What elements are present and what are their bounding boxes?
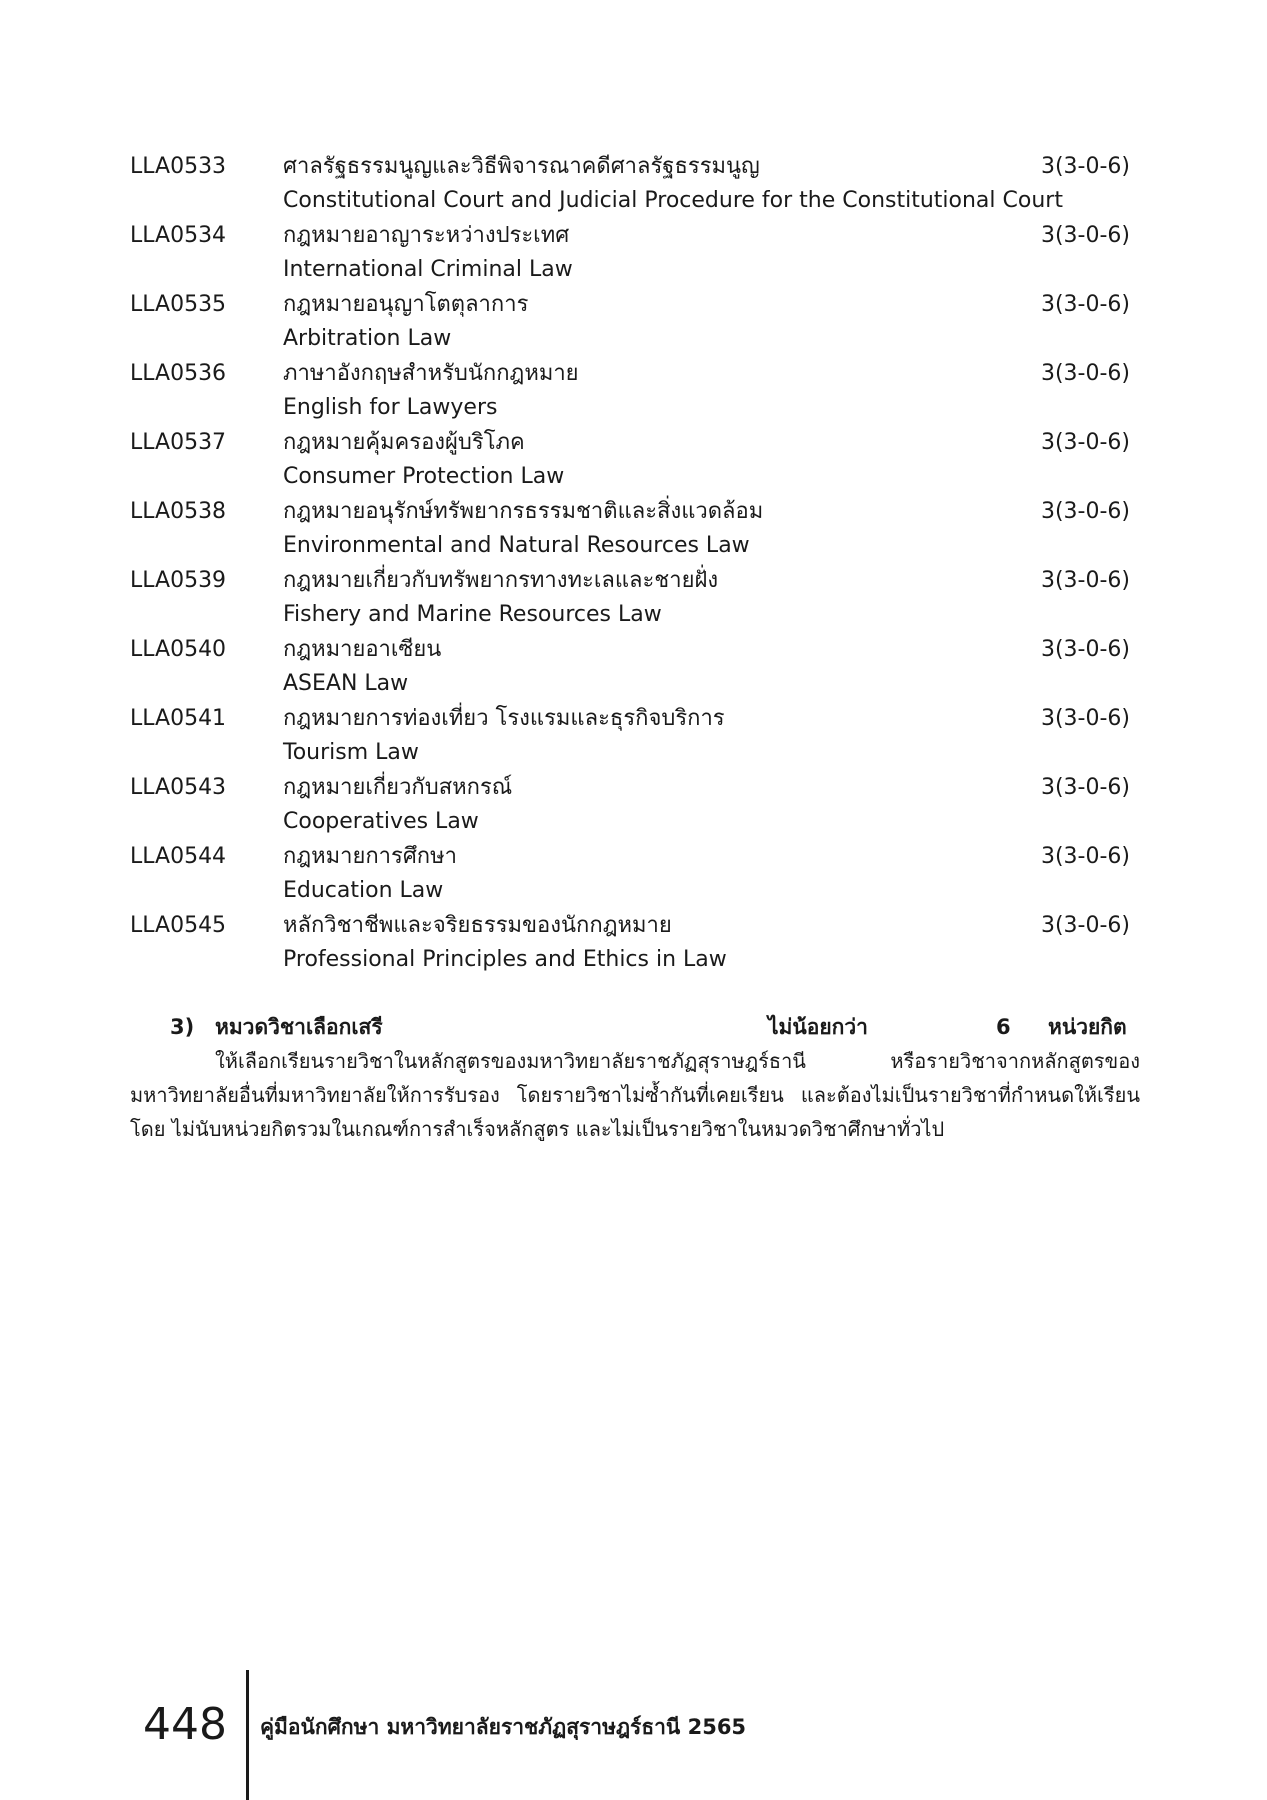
course-credit: 3(3-0-6): [1040, 775, 1130, 800]
course-title-en: English for Lawyers: [283, 395, 498, 420]
course-credit: 3(3-0-6): [1040, 844, 1130, 869]
course-code: LLA0537: [130, 430, 227, 455]
course-credit: 3(3-0-6): [1040, 499, 1130, 524]
course-title-th: กฎหมายการท่องเที่ยว โรงแรมและธุรกิจบริการ: [283, 706, 725, 731]
course-credit: 3(3-0-6): [1040, 913, 1130, 938]
course-title-th: กฎหมายอาเซียน: [283, 637, 442, 662]
course-title-th: กฎหมายการศึกษา: [283, 844, 457, 869]
page-number: 448: [143, 1699, 227, 1750]
course-credit: 3(3-0-6): [1040, 223, 1130, 248]
section-number: 3): [170, 1015, 195, 1039]
course-item: [130, 771, 1130, 840]
course-code: LLA0543: [130, 775, 227, 800]
course-item: [130, 426, 1130, 495]
course-list: [130, 150, 1130, 978]
course-credit: 3(3-0-6): [1040, 361, 1130, 386]
course-item: [130, 909, 1130, 978]
min-credit-value: 6: [996, 1015, 1011, 1039]
course-title-th: หลักวิชาชีพและจริยธรรมของนักกฎหมาย: [283, 913, 672, 938]
footer-title: คู่มือนักศึกษา มหาวิทยาลัยราชภัฏสุราษฎร์ธานี 2565: [260, 1715, 747, 1739]
free-elective-description: ให้เลือกเรียนรายวิชาในหลักสูตรของมหาวิทยาลัยราชภัฏสุราษฎร์ธานี หรือรายวิชาจากหลักสูตรของมหาวิทยาลัยอื่นที่มหาวิทยาลัยให้การรับรอง โดยรายวิชาไม่ซ้ำกันที่เคยเรียน และต้องไม่เป็นรายวิชาที่กำหนดให้เรียนโดย ไม่นับหน่วยกิตรวมในเกณฑ์การสำเร็จหลักสูตร และไม่เป็นรายวิชาในหมวดวิชาศึกษาทั่วไป: [130, 1049, 1140, 1141]
course-code: LLA0541: [130, 706, 227, 731]
course-item: [130, 150, 1130, 219]
course-item: [130, 288, 1130, 357]
course-code: LLA0533: [130, 154, 227, 179]
course-title-en: International Criminal Law: [283, 257, 573, 282]
course-title-th: กฎหมายอนุรักษ์ทรัพยากรธรรมชาติและสิ่งแวดล้อม: [283, 499, 764, 524]
course-code: LLA0535: [130, 292, 227, 317]
course-code: LLA0536: [130, 361, 227, 386]
course-item: [130, 840, 1130, 909]
course-title-en: Consumer Protection Law: [283, 464, 565, 489]
course-code: LLA0534: [130, 223, 227, 248]
course-credit: 3(3-0-6): [1040, 154, 1130, 179]
course-title-en: Fishery and Marine Resources Law: [283, 602, 662, 627]
course-item: [130, 495, 1130, 564]
course-title-en: Constitutional Court and Judicial Procedure for the Constitutional Court: [283, 188, 1063, 213]
footer-divider: [246, 1670, 249, 1800]
free-elective-header: [0, 1010, 1267, 1044]
course-title-en: Environmental and Natural Resources Law: [283, 533, 750, 558]
course-item: [130, 633, 1130, 702]
course-code: LLA0538: [130, 499, 227, 524]
course-title-th: กฎหมายคุ้มครองผู้บริโภค: [283, 430, 525, 455]
course-code: LLA0540: [130, 637, 227, 662]
course-credit: 3(3-0-6): [1040, 292, 1130, 317]
course-item: [130, 219, 1130, 288]
course-code: LLA0544: [130, 844, 227, 869]
course-credit: 3(3-0-6): [1040, 637, 1130, 662]
course-title-th: กฎหมายเกี่ยวกับทรัพยากรทางทะเลและชายฝั่ง: [283, 568, 719, 593]
course-title-th: ภาษาอังกฤษสำหรับนักกฎหมาย: [283, 361, 579, 386]
course-title-th: กฎหมายอาญาระหว่างประเทศ: [283, 223, 570, 248]
course-code: LLA0545: [130, 913, 227, 938]
min-credit-label: ไม่น้อยกว่า: [768, 1015, 868, 1039]
course-credit: 3(3-0-6): [1040, 430, 1130, 455]
course-title-en: Tourism Law: [283, 740, 419, 765]
course-credit: 3(3-0-6): [1040, 706, 1130, 731]
course-title-th: กฎหมายอนุญาโตตุลาการ: [283, 292, 529, 317]
course-title-en: Cooperatives Law: [283, 809, 479, 834]
course-title-en: Arbitration Law: [283, 326, 452, 351]
course-code: LLA0539: [130, 568, 227, 593]
credit-unit: หน่วยกิต: [1048, 1015, 1127, 1039]
course-title-en: ASEAN Law: [283, 671, 409, 696]
course-title-en: Professional Principles and Ethics in Law: [283, 947, 727, 972]
course-title-th: กฎหมายเกี่ยวกับสหกรณ์: [283, 775, 513, 800]
course-credit: 3(3-0-6): [1040, 568, 1130, 593]
course-item: [130, 357, 1130, 426]
course-item: [130, 564, 1130, 633]
section-title: หมวดวิชาเลือกเสรี: [215, 1015, 383, 1039]
course-title-en: Education Law: [283, 878, 444, 903]
course-item: [130, 702, 1130, 771]
course-title-th: ศาลรัฐธรรมนูญและวิธีพิจารณาคดีศาลรัฐธรรมนูญ: [283, 154, 760, 179]
